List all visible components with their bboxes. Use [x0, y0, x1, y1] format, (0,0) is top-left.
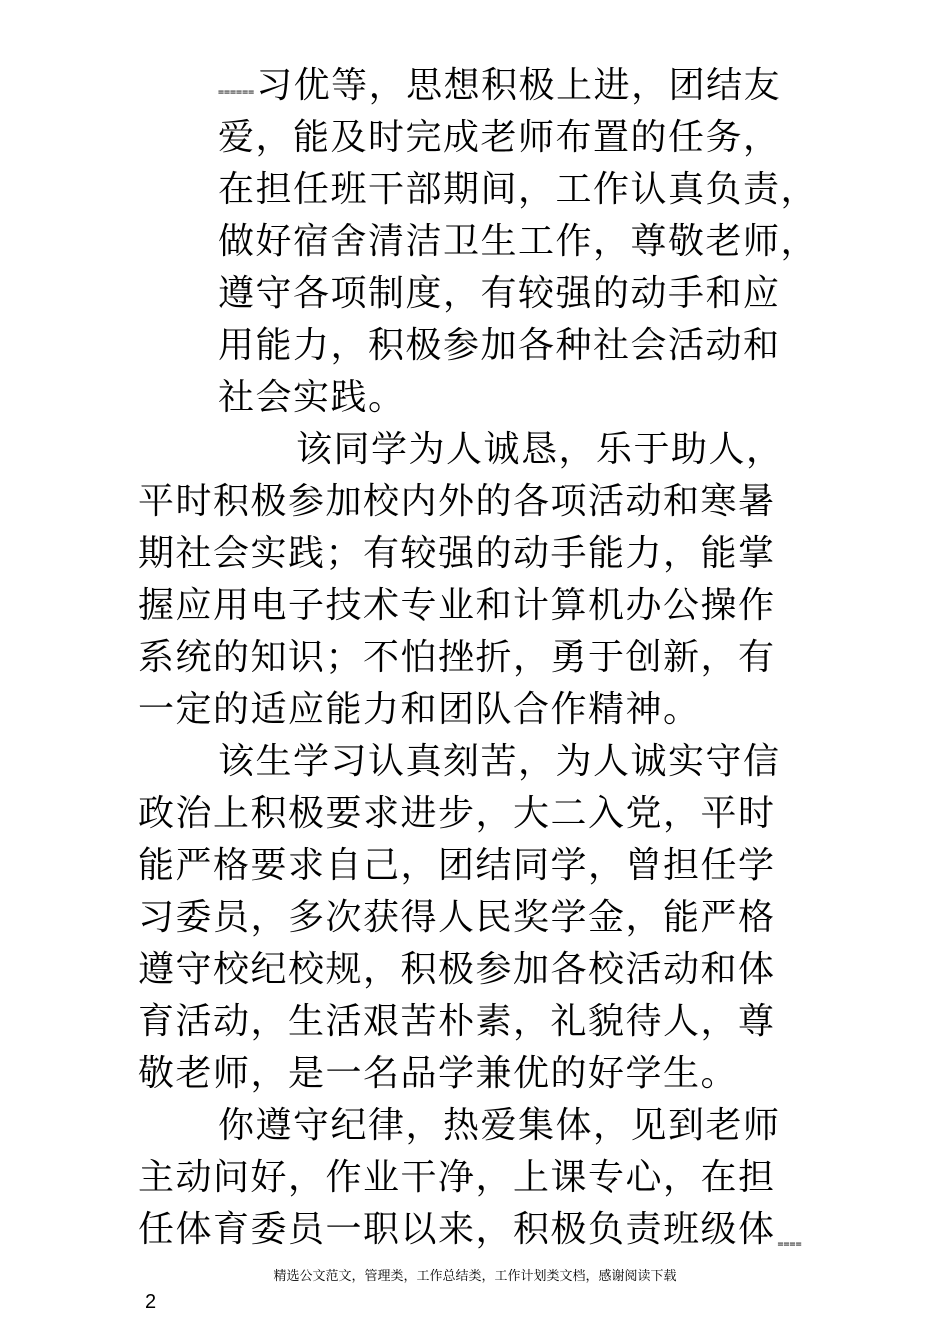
text-line-23 — [138, 1204, 802, 1256]
text-line-5: 遵守各项制度，有较强的动手和应 — [218, 273, 781, 314]
text-line-11: 握应用电子技术专业和计算机办公操作 — [138, 585, 776, 626]
line-text: 任体育委员一职以来，积极负责班级体 — [138, 1209, 776, 1250]
text-line-22: 主动问好，作业干净，上课专心，在担 — [138, 1157, 776, 1198]
text-line-14: 该生学习认真刻苦，为人诚实守信 — [218, 741, 781, 782]
text-line-4: 做好宿舍清洁卫生工作，尊敬老师， — [218, 221, 819, 262]
end-marker: ==== — [777, 1239, 802, 1250]
text-line-21: 你遵守纪律，热爱集体，见到老师 — [218, 1105, 781, 1146]
text-line-13: 一定的适应能力和团队合作精神。 — [138, 689, 701, 730]
text-line-17: 习委员，多次获得人民奖学金，能严格 — [138, 897, 776, 938]
text-line-20: 敬老师，是一名品学兼优的好学生。 — [138, 1053, 739, 1094]
text-line-9: 平时积极参加校内外的各项活动和寒暑 — [138, 481, 776, 522]
text-line-18: 遵守校纪校规，积极参加各校活动和体 — [138, 949, 776, 990]
text-line-12: 系统的知识；不怕挫折，勇于创新，有 — [138, 637, 776, 678]
footer-text: 精选公文范文，管理类，工作总结类，工作计划类文档，感谢阅读下载 — [273, 1269, 677, 1284]
text-line-1 — [218, 60, 781, 112]
text-line-8: 该同学为人诚恳，乐于助人， — [296, 429, 784, 470]
text-line-3: 在担任班干部期间，工作认真负责， — [218, 169, 819, 210]
line-text: 习优等，思想积极上进，团结友 — [256, 65, 782, 106]
text-line-15: 政治上积极要求进步，大二入党，平时 — [138, 793, 776, 834]
text-line-16: 能严格要求自己，团结同学，曾担任学 — [138, 845, 776, 886]
text-line-2: 爱，能及时完成老师布置的任务， — [218, 117, 781, 158]
text-line-6: 用能力，积极参加各种社会活动和 — [218, 325, 781, 366]
text-line-10: 期社会实践；有较强的动手能力，能掌 — [138, 533, 776, 574]
text-line-7: 社会实践。 — [218, 377, 406, 418]
page-number: 2 — [145, 1291, 157, 1313]
text-line-19: 育活动，生活艰苦朴素，礼貌待人，尊 — [138, 1001, 776, 1042]
start-marker: ====== — [218, 87, 255, 98]
